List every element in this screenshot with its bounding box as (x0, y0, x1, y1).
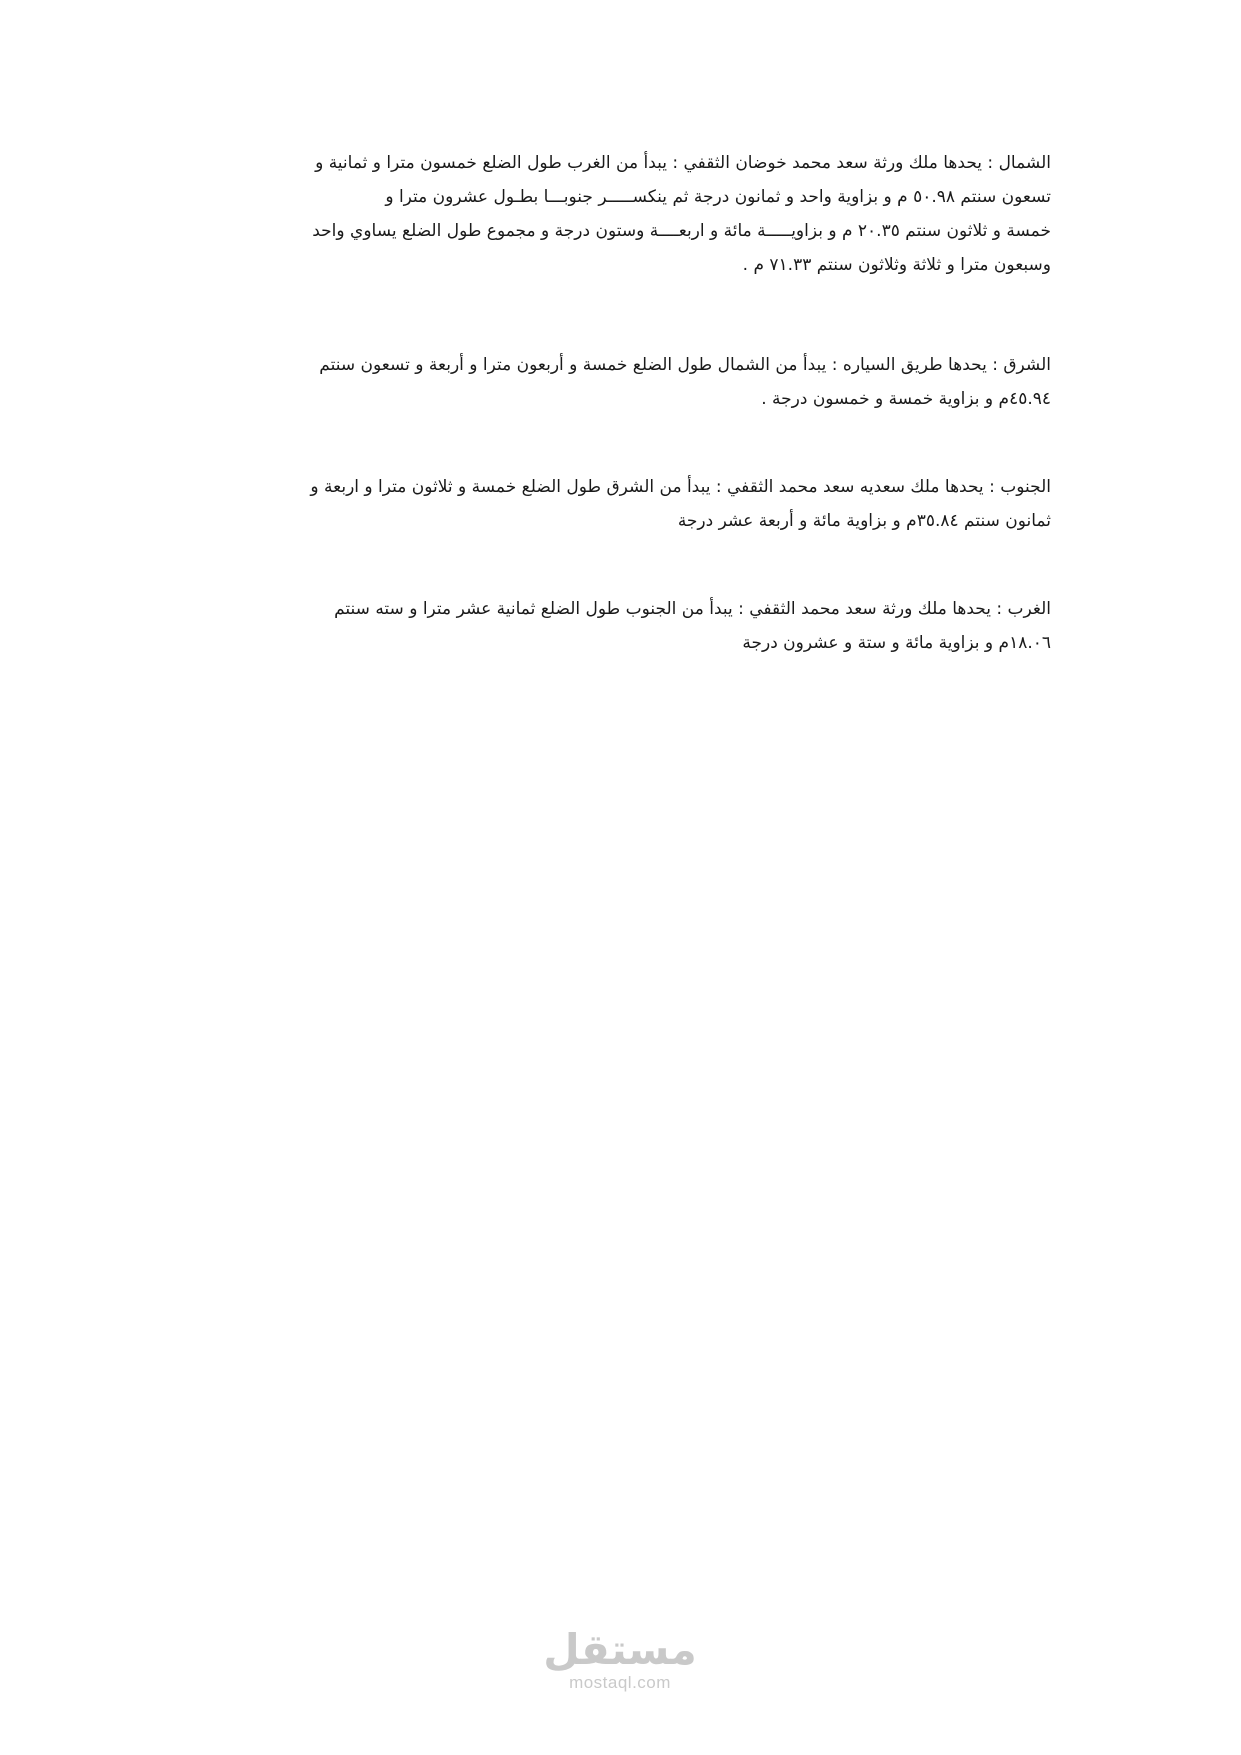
north-line-4: وسبعون مترا و ثلاثة وثلاثون سنتم ٧١.٣٣ م . (742, 255, 1051, 275)
south-line-1: الجنوب : يحدها ملك سعديه سعد محمد الثقفي : يبدأ من الشرق طول الضلع خمسة و ثلاثون مترا و اربعة و (310, 477, 1051, 497)
east-boundary-paragraph (191, 348, 1051, 416)
west-line-1: الغرب : يحدها ملك ورثة سعد محمد الثقفي : يبدأ من الجنوب طول الضلع ثمانية عشر مترا و سته سنتم (334, 599, 1051, 619)
west-boundary-paragraph (191, 592, 1051, 660)
west-line-2: ١٨.٠٦م و بزاوية مائة و ستة و عشرون درجة (742, 633, 1051, 653)
north-line-2: تسعون سنتم ٥٠.٩٨ م و بزاوية واحد و ثمانون درجة ثم ينكســـــر جنوبـــا بطـول عشرون مترا و (385, 187, 1051, 207)
north-boundary-paragraph (191, 146, 1051, 282)
watermark-logo: مستقل (543, 1625, 697, 1674)
south-boundary-paragraph (191, 470, 1051, 538)
north-line-1: الشمال : يحدها ملك ورثة سعد محمد خوضان الثقفي : يبدأ من الغرب طول الضلع خمسون مترا و ثمانية و (315, 153, 1051, 173)
north-line-3: خمسة و ثلاثون سنتم ٢٠.٣٥ م و بزاويـــــة مائة و اربعــــة وستون درجة و مجموع طول الضلع يساوي واحد (312, 221, 1051, 241)
east-line-2: ٤٥.٩٤م و بزاوية خمسة و خمسون درجة . (761, 389, 1051, 409)
east-line-1: الشرق : يحدها طريق السياره : يبدأ من الشمال طول الضلع خمسة و أربعون مترا و أربعة و تسعون سنتم (319, 355, 1051, 375)
watermark-url: mostaql.com (569, 1673, 671, 1692)
south-line-2: ثمانون سنتم ٣٥.٨٤م و بزاوية مائة و أربعة عشر درجة (677, 511, 1051, 531)
mostaql-watermark (540, 1627, 700, 1693)
